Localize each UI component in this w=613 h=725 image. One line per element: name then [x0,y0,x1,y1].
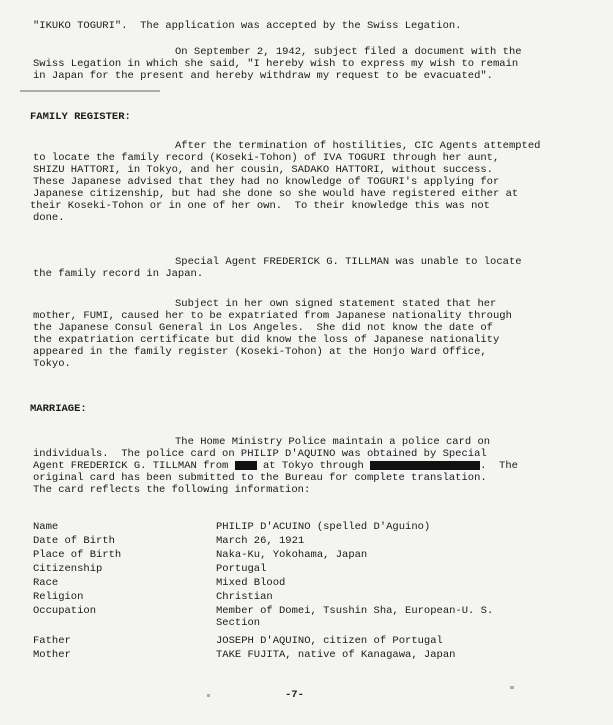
section-heading-marriage: MARRIAGE: [30,403,87,415]
card-value: JOSEPH D'AQUINO, citizen of Portugal [216,635,443,647]
text-line: their Koseki-Tohon or in one of her own. To their knowledge this was not [30,200,490,212]
card-label: Date of Birth [33,535,115,547]
card-value: Member of Domei, Tsushin Sha, European-U. S. [216,605,494,617]
text-line: Tokyo. [33,358,71,370]
card-label: Father [33,635,71,647]
text-line: individuals. The police card on PHILIP D'AQUINO was obtained by Special [33,448,487,460]
text-line: the Japanese Consul General in Los Angeles. She did not know the date of [33,322,493,334]
text-segment: Agent FREDERICK G. TILLMAN from [33,460,229,472]
text-line: Subject in her own signed statement stated that her [175,298,497,310]
card-label: Occupation [33,605,97,617]
text-line: Special Agent FREDERICK G. TILLMAN was unable to locate [175,256,522,268]
text-line: SHIZU HATTORI, in Tokyo, and her cousin, SADAKO HATTORI, without success. [33,164,493,176]
text-line: to locate the family record (Koseki-Tohon) of IVA TOGURI through her aunt, [33,152,500,164]
scan-speck [510,686,514,689]
text-line: in Japan for the present and hereby withdraw my request to be evacuated". [33,70,493,82]
text-line-with-redactions [33,460,518,472]
text-segment: at Tokyo through [262,460,364,472]
card-label: Race [33,577,59,589]
card-label: Place of Birth [33,549,122,561]
redaction-block [235,461,257,470]
card-label: Religion [33,591,84,603]
text-line: the family record in Japan. [33,268,204,280]
text-line: These Japanese advised that they had no knowledge of TOGURI's applying for [33,176,500,188]
text-line: "IKUKO TOGURI". The application was accepted by the Swiss Legation. [33,20,462,32]
scan-smudge [20,90,160,92]
card-value: Mixed Blood [216,577,286,589]
card-value: TAKE FUJITA, native of Kanagawa, Japan [216,649,456,661]
card-label: Name [33,521,59,533]
text-line: After the termination of hostilities, CIC Agents attempted [175,140,541,152]
card-value: March 26, 1921 [216,535,305,547]
text-line: mother, FUMI, caused her to be expatriated from Japanese nationality through [33,310,512,322]
text-line: Swiss Legation in which she said, "I hereby wish to express my wish to remain [33,58,519,70]
text-line: done. [33,212,65,224]
section-heading-family-register: FAMILY REGISTER: [30,111,131,123]
card-value: Christian [216,591,273,603]
text-line: On September 2, 1942, subject filed a document with the [175,46,522,58]
card-label: Citizenship [33,563,103,575]
text-line: The Home Ministry Police maintain a police card on [175,436,491,448]
page-number: -7- [285,689,304,701]
text-line: original card has been submitted to the Bureau for complete translation. [33,472,487,484]
card-value: PHILIP D'ACUINO (spelled D'Aguino) [216,521,431,533]
text-line: the expatriation certificate but did know the loss of Japanese nationality [33,334,500,346]
scan-speck [207,694,210,697]
text-line: appeared in the family register (Koseki-Tohon) at the Honjo Ward Office, [33,346,487,358]
card-label: Mother [33,649,71,661]
redaction-block [370,461,480,470]
card-value: Portugal [216,563,267,575]
text-line: The card reflects the following information: [33,484,311,496]
text-segment: . The [480,460,518,472]
text-line: Japanese citizenship, but had she done so she would have registered either at [33,188,519,200]
card-value: Section [216,617,261,629]
card-value: Naka-Ku, Yokohama, Japan [216,549,368,561]
